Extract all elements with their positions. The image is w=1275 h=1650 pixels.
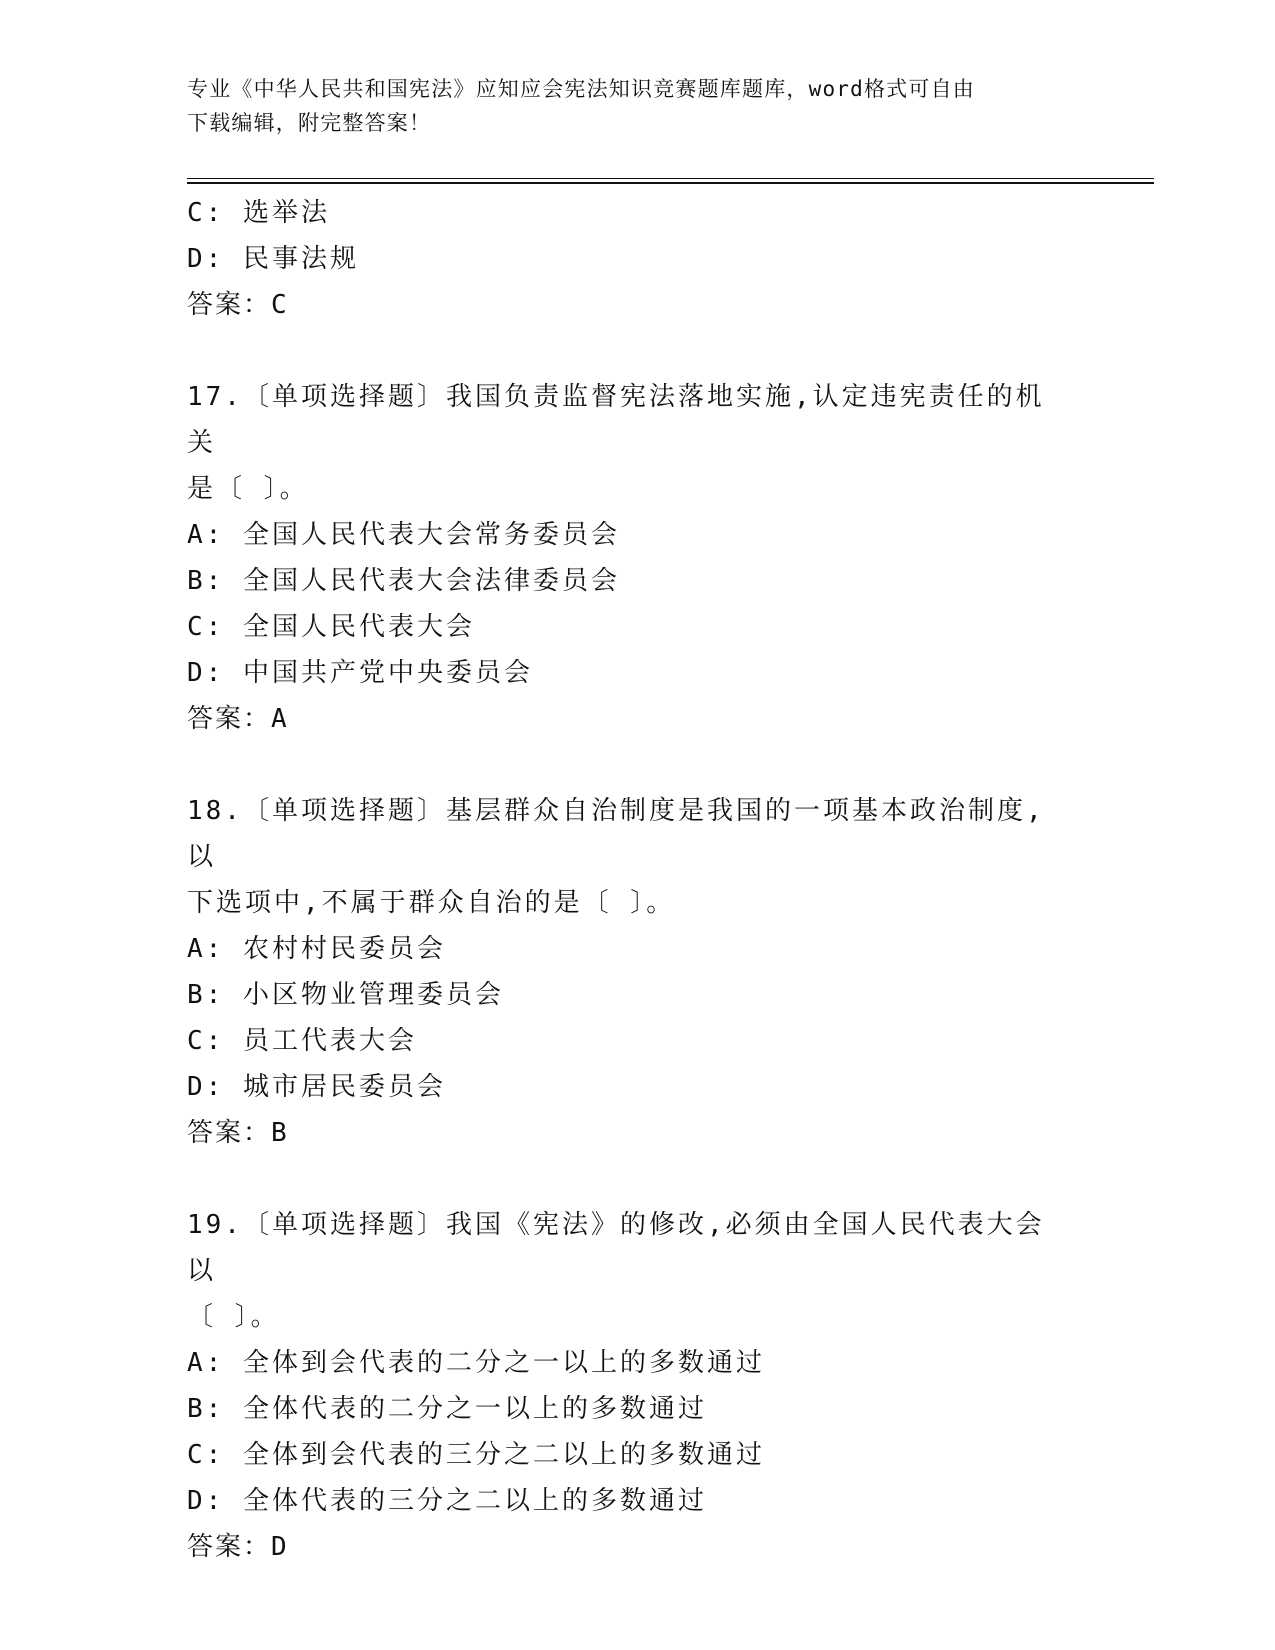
answer-label: 答案： xyxy=(187,1532,272,1562)
option-d xyxy=(187,1478,1087,1524)
answer-line xyxy=(187,696,1087,742)
question-stem-line-2: 〔 〕。 xyxy=(187,1302,280,1332)
option-text: 全体代表的二分之一以上的多数通过 xyxy=(242,1394,707,1424)
question-stem-line-2: 下选项中,不属于群众自治的是〔 〕。 xyxy=(187,888,676,918)
option-d xyxy=(187,650,1087,696)
option-key: C: xyxy=(187,612,225,642)
question-19 xyxy=(187,1202,1087,1570)
question-stem-line-1: 18.〔单项选择题〕基层群众自治制度是我国的一项基本政治制度,以 xyxy=(187,796,1045,872)
spacer xyxy=(187,742,1087,788)
question-18 xyxy=(187,788,1087,1156)
option-text: 全体到会代表的二分之一以上的多数通过 xyxy=(242,1348,765,1378)
option-key: C: xyxy=(187,1026,225,1056)
document-header xyxy=(187,72,1087,140)
option-b xyxy=(187,1386,1087,1432)
option-key: C: xyxy=(187,1440,225,1470)
option-b xyxy=(187,972,1087,1018)
option-key: D: xyxy=(187,1486,225,1516)
answer-line xyxy=(187,1110,1087,1156)
option-key: D: xyxy=(187,658,225,688)
option-b xyxy=(187,558,1087,604)
option-text: 员工代表大会 xyxy=(242,1026,417,1056)
option-a xyxy=(187,926,1087,972)
question-stem-line-1: 17.〔单项选择题〕我国负责监督宪法落地实施,认定违宪责任的机关 xyxy=(187,382,1045,458)
option-key: B: xyxy=(187,566,225,596)
answer-value: B xyxy=(271,1118,289,1148)
option-key: D: xyxy=(187,244,225,274)
answer-value: A xyxy=(271,704,289,734)
header-divider-thick xyxy=(187,182,1154,184)
option-key: A: xyxy=(187,1348,225,1378)
option-c xyxy=(187,190,1087,236)
option-a xyxy=(187,512,1087,558)
question-stem-line-2: 是〔 〕。 xyxy=(187,474,309,504)
question-17 xyxy=(187,374,1087,742)
header-line-2: 下载编辑，附完整答案！ xyxy=(187,111,432,135)
question-stem-line-1: 19.〔单项选择题〕我国《宪法》的修改,必须由全国人民代表大会以 xyxy=(187,1210,1045,1286)
option-key: C: xyxy=(187,198,225,228)
option-text: 民事法规 xyxy=(242,244,359,274)
option-c xyxy=(187,604,1087,650)
answer-label: 答案： xyxy=(187,1118,272,1148)
answer-value: D xyxy=(271,1532,289,1562)
option-text: 中国共产党中央委员会 xyxy=(242,658,533,688)
option-key: B: xyxy=(187,980,225,1010)
spacer xyxy=(187,328,1087,374)
answer-label: 答案： xyxy=(187,704,272,734)
option-a xyxy=(187,1340,1087,1386)
option-text: 全国人民代表大会法律委员会 xyxy=(242,566,620,596)
option-text: 全国人民代表大会常务委员会 xyxy=(242,520,620,550)
option-text: 选举法 xyxy=(242,198,330,228)
option-text: 全国人民代表大会 xyxy=(242,612,475,642)
option-key: D: xyxy=(187,1072,225,1102)
option-c xyxy=(187,1432,1087,1478)
option-text: 城市居民委员会 xyxy=(242,1072,446,1102)
answer-line xyxy=(187,282,1087,328)
option-key: A: xyxy=(187,934,225,964)
option-c xyxy=(187,1018,1087,1064)
header-line-1: 专业《中华人民共和国宪法》应知应会宪法知识竞赛题库题库，word格式可自由 xyxy=(187,77,975,101)
question-16-continued xyxy=(187,190,1087,328)
answer-value: C xyxy=(271,290,289,320)
option-text: 全体到会代表的三分之二以上的多数通过 xyxy=(242,1440,765,1470)
option-text: 农村村民委员会 xyxy=(242,934,446,964)
option-key: A: xyxy=(187,520,225,550)
spacer xyxy=(187,1156,1087,1202)
option-text: 全体代表的三分之二以上的多数通过 xyxy=(242,1486,707,1516)
answer-label: 答案： xyxy=(187,290,272,320)
answer-line xyxy=(187,1524,1087,1570)
option-text: 小区物业管理委员会 xyxy=(242,980,504,1010)
header-divider-thin xyxy=(187,178,1154,179)
option-d xyxy=(187,1064,1087,1110)
option-key: B: xyxy=(187,1394,225,1424)
document-body xyxy=(187,190,1087,1570)
option-d xyxy=(187,236,1087,282)
